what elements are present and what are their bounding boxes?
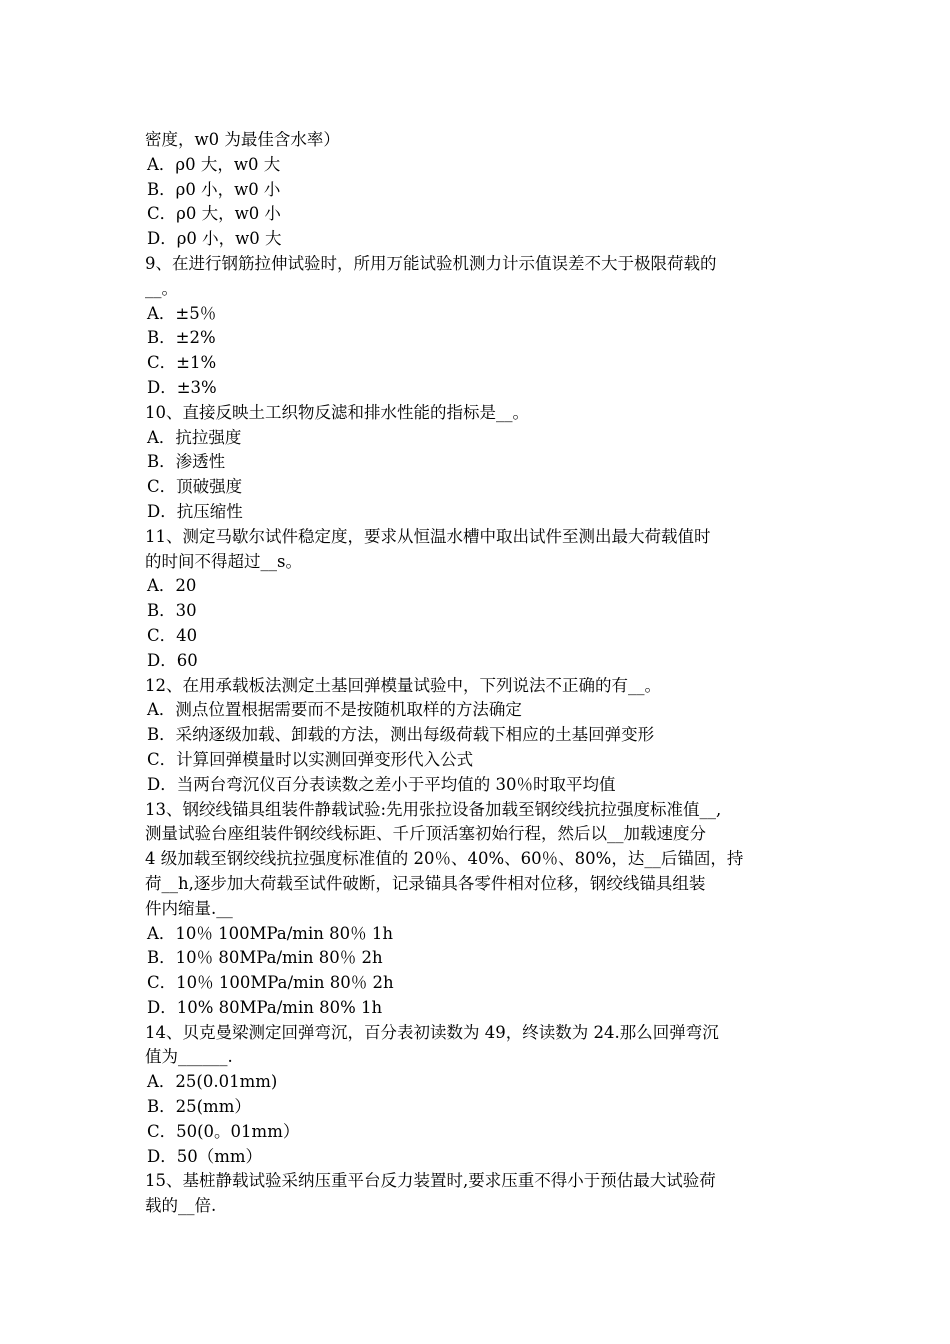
- answer-option: D．10% 80MPa/min 80% 1h: [147, 997, 383, 1017]
- answer-option: B．10％ 80MPa/min 80％ 2h: [147, 948, 383, 968]
- question-text: 荷__h,逐步加大荷载至试件破断，记录锚具各零件相对位移，钢绞线锚具组装: [145, 873, 706, 893]
- answer-option: C．±1%: [147, 353, 217, 373]
- question-text: 载的__倍.: [145, 1196, 217, 1216]
- answer-option: C．40: [147, 625, 198, 645]
- question-text: 的时间不得超过__s。: [145, 551, 302, 571]
- answer-option: A．ρ0 大，w0 大: [147, 154, 281, 174]
- answer-option: C．50(0。01mm）: [147, 1121, 300, 1141]
- question-text: 15、基桩静载试验采纳压重平台反力装置时,要求压重不得小于预估最大试验荷: [145, 1171, 716, 1191]
- answer-option: B．渗透性: [147, 452, 226, 472]
- answer-option: B．采纳逐级加载、卸载的方法，测出每级荷载下相应的土基回弹变形: [147, 725, 655, 745]
- question-text: 13、钢绞线锚具组装件静载试验:先用张拉设备加载至钢绞线抗拉强度标准值__,: [145, 799, 722, 819]
- question-text: 4 级加载至钢绞线抗拉强度标准值的 20％、40%、60％、80%，达__后锚固，持: [145, 849, 744, 869]
- answer-option: C．ρ0 大，w0 小: [147, 204, 281, 224]
- answer-option: A．25(0.01mm): [147, 1072, 278, 1092]
- answer-option: D．ρ0 小，w0 大: [147, 229, 282, 249]
- answer-option: A．20: [147, 576, 197, 596]
- answer-option: B．30: [147, 601, 197, 621]
- question-text: 测量试验台座组装件钢绞线标距、千斤顶活塞初始行程，然后以__加载速度分: [145, 824, 706, 844]
- answer-option: D．当两台弯沉仪百分表读数之差小于平均值的 30％时取平均值: [147, 774, 616, 794]
- answer-option: D．±3%: [147, 377, 217, 397]
- question-text: 11、测定马歇尔试件稳定度，要求从恒温水槽中取出试件至测出最大荷载值时: [145, 526, 711, 546]
- answer-option: A．抗拉强度: [147, 427, 242, 447]
- question-text: 9、在进行钢筋拉伸试验时，所用万能试验机测力计示值误差不大于极限荷载的: [145, 253, 717, 273]
- answer-option: C．计算回弹模量时以实测回弹变形代入公式: [147, 749, 474, 769]
- answer-option: C．10％ 100MPa/min 80％ 2h: [147, 973, 394, 993]
- question-text: 密度，w0 为最佳含水率）: [145, 130, 340, 149]
- answer-option: B．±2%: [147, 328, 216, 348]
- exam-questions: [145, 128, 810, 1219]
- question-text: 14、贝克曼梁测定回弹弯沉，百分表初读数为 49，终读数为 24.那么回弹弯沉: [145, 1022, 719, 1042]
- question-text: 值为______.: [145, 1047, 233, 1067]
- answer-option: D．抗压缩性: [147, 501, 243, 521]
- answer-option: A．10％ 100MPa/min 80％ 1h: [147, 923, 393, 943]
- answer-option: B．25(mm）: [147, 1097, 251, 1117]
- question-text: 12、在用承载板法测定土基回弹模量试验中，下列说法不正确的有__。: [145, 675, 661, 695]
- answer-option: D．60: [147, 650, 198, 670]
- question-text: __。: [145, 278, 178, 298]
- question-text: 件内缩量.__: [145, 898, 233, 918]
- question-text: 10、直接反映土工织物反滤和排水性能的指标是__。: [145, 402, 529, 422]
- answer-option: A．±5％: [147, 303, 217, 323]
- answer-option: D．50（mm）: [147, 1146, 263, 1166]
- answer-option: B．ρ0 小，w0 小: [147, 179, 281, 199]
- answer-option: C．顶破强度: [147, 477, 243, 497]
- answer-option: A．测点位置根据需要而不是按随机取样的方法确定: [147, 700, 522, 720]
